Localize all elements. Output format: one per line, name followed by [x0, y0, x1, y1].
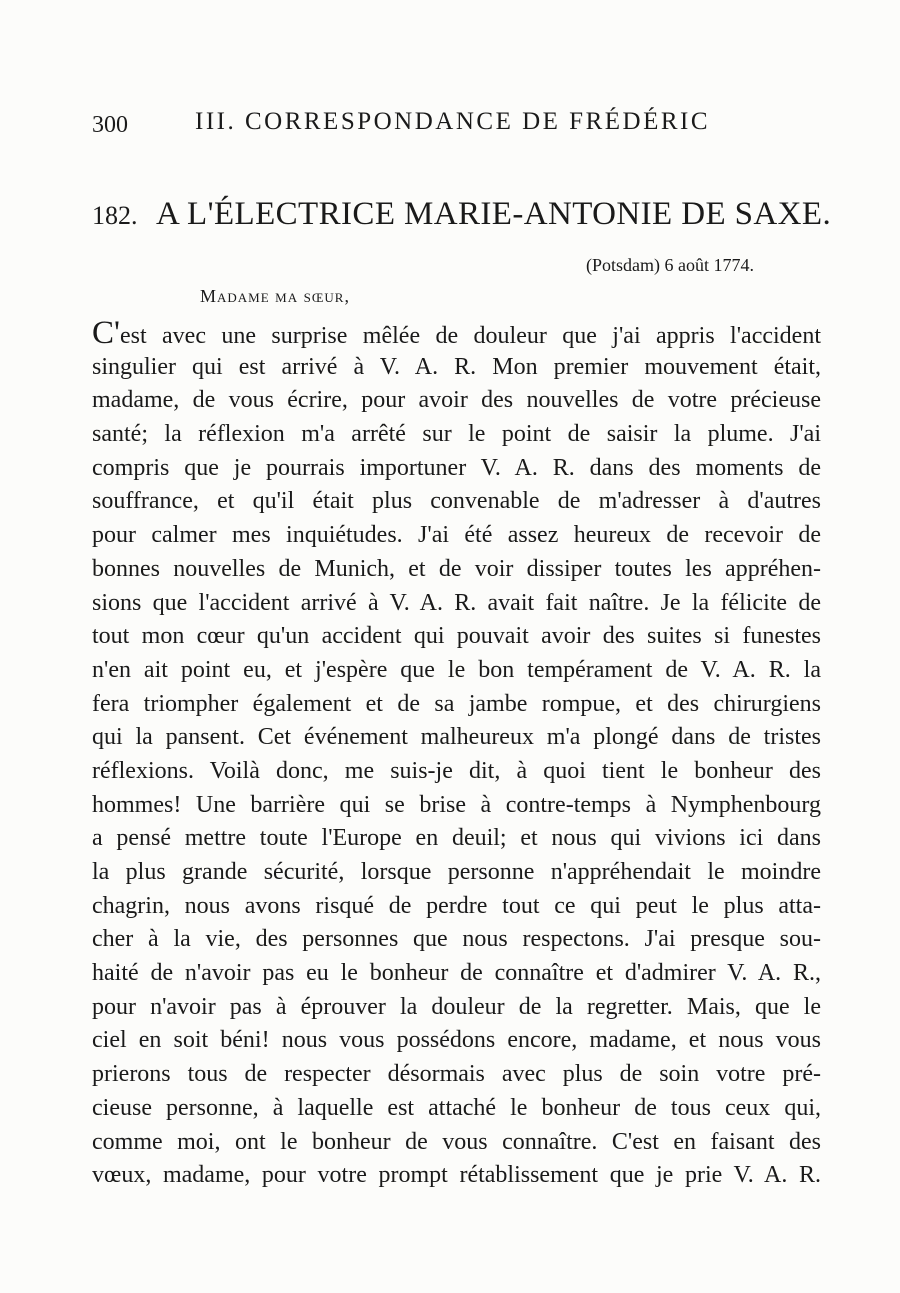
text-line: cieuse personne, à laquelle est attaché le bonheur de tous ceux qui, — [92, 1094, 821, 1121]
text-line: tout mon cœur qu'un accident qui pouvait avoir des suites si funestes — [92, 623, 821, 650]
text-line: vœux, madame, pour votre prompt rétablissement que je prie V. A. R. — [92, 1162, 821, 1189]
text-line: réflexions. Voilà donc, me suis-je dit, à quoi tient le bonheur des — [92, 757, 821, 784]
text-line: chagrin, nous avons risqué de perdre tout ce qui peut le plus atta- — [92, 892, 821, 919]
text-line: la plus grande sécurité, lorsque personne n'appréhendait le moindre — [92, 859, 821, 885]
text-line: pour n'avoir pas à éprouver la douleur de la regretter. Mais, que le — [92, 993, 821, 1020]
letter-title: A L'ÉLECTRICE MARIE-ANTONIE DE SAXE. — [156, 196, 832, 232]
text-line: hommes! Une barrière qui se brise à contre-temps à Nymphenbourg — [92, 791, 821, 818]
text-line: C'est avec une surprise mêlée de douleur que j'ai appris l'accident — [92, 315, 821, 351]
text-line: sions que l'accident arrivé à V. A. R. avait fait naître. Je la félicite de — [92, 589, 821, 616]
page-number: 300 — [92, 112, 128, 138]
text-line: qui la pansent. Cet événement malheureux m'a plongé dans de tristes — [92, 724, 821, 751]
letter-salutation: Madame ma sœur, — [200, 286, 350, 306]
page-header — [92, 108, 732, 142]
text-line: santé; la réflexion m'a arrêté sur le point de saisir la plume. J'ai — [92, 421, 821, 448]
text-line: fera triompher également et de sa jambe rompue, et des chirurgiens — [92, 690, 821, 717]
text-line: compris que je pourrais importuner V. A. R. dans des moments de — [92, 454, 821, 481]
letter-number: 182. — [92, 201, 138, 230]
text-line: madame, de vous écrire, pour avoir des nouvelles de votre précieuse — [92, 387, 821, 414]
letter-heading — [92, 196, 832, 233]
text-line: haité de n'avoir pas eu le bonheur de connaître et d'admirer V. A. R., — [92, 960, 821, 987]
text-line: ciel en soit béni! nous vous possédons encore, madame, et nous vous — [92, 1027, 821, 1054]
text-line: n'en ait point eu, et j'espère que le bon tempérament de V. A. R. la — [92, 656, 821, 683]
text-line: comme moi, ont le bonheur de vous connaître. C'est en faisant des — [92, 1128, 821, 1155]
text-line: cher à la vie, des personnes que nous respectons. J'ai presque sou- — [92, 926, 821, 953]
text-line: singulier qui est arrivé à V. A. R. Mon premier mouvement était, — [92, 353, 821, 380]
running-head: III. CORRESPONDANCE DE FRÉDÉRIC — [195, 108, 711, 135]
text-line: bonnes nouvelles de Munich, et de voir dissiper toutes les appréhen- — [92, 555, 821, 582]
text-line: pour calmer mes inquiétudes. J'ai été assez heureux de recevoir de — [92, 522, 821, 549]
text-line: prierons tous de respecter désormais avec plus de soin votre pré- — [92, 1061, 821, 1088]
letter-dateline: (Potsdam) 6 août 1774. — [586, 255, 754, 275]
text-line: a pensé mettre toute l'Europe en deuil; et nous qui vivions ici dans — [92, 825, 821, 852]
text-line: souffrance, et qu'il était plus convenable de m'adresser à d'autres — [92, 488, 821, 515]
letter-body — [92, 317, 821, 1193]
